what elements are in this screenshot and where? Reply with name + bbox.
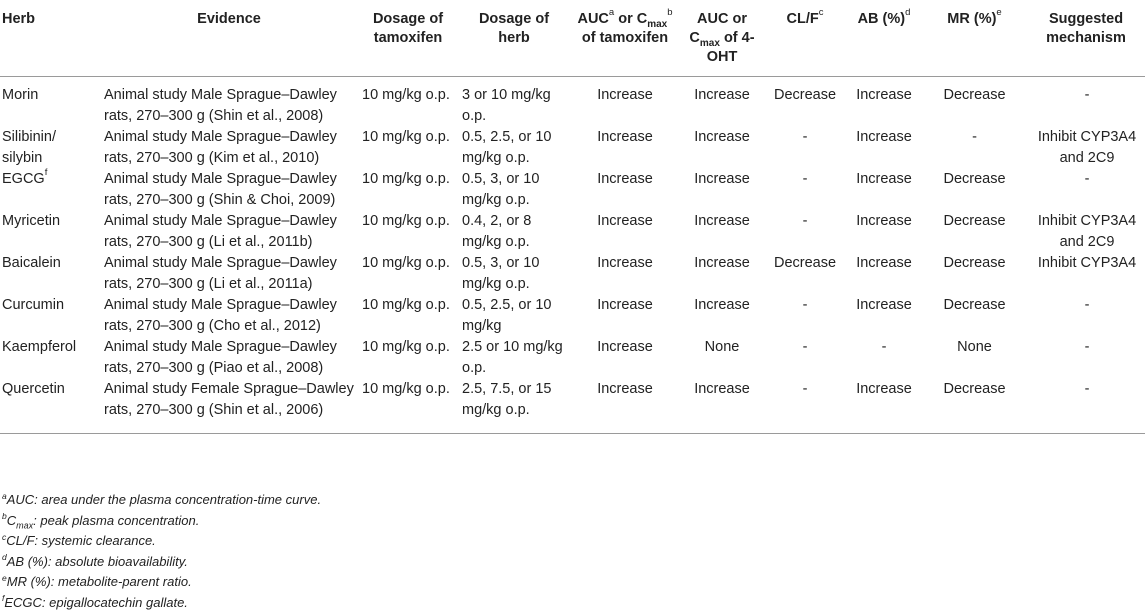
- mr-cell: -: [922, 127, 1027, 169]
- mechanism-cell: Inhibit CYP3A4: [1027, 253, 1145, 295]
- table-row: [0, 77, 1145, 128]
- mr-cell: Decrease: [922, 77, 1027, 128]
- ab-cell: Increase: [846, 127, 922, 169]
- clf-cell: -: [764, 169, 846, 211]
- auc-cell: Increase: [570, 211, 680, 253]
- auc-cell: Increase: [570, 127, 680, 169]
- footnotes: [2, 490, 321, 613]
- auc-4oht-cell: Increase: [680, 295, 764, 337]
- auc-4oht-cell: Increase: [680, 253, 764, 295]
- table-row: [0, 169, 1145, 211]
- table-row: [0, 295, 1145, 337]
- evidence-cell: Animal study Male Sprague–Dawley rats, 270–300 g (Shin et al., 2008): [100, 77, 358, 128]
- mr-cell: None: [922, 337, 1027, 379]
- ab-cell: Increase: [846, 77, 922, 128]
- header-auc-4oht: AUC or $C_{max}$ of 4-OHT: [680, 4, 764, 77]
- footnote-e: $^e$MR (%): metabolite-parent ratio.: [2, 572, 321, 593]
- herb-footnote-mark: f: [45, 167, 48, 178]
- table-row: [0, 337, 1145, 379]
- herb-cell: Silibinin/ silybin: [0, 127, 100, 169]
- dosage-herb-cell: 0.4, 2, or 8 mg/kg o.p.: [458, 211, 570, 253]
- ab-cell: -: [846, 337, 922, 379]
- clf-cell: -: [764, 337, 846, 379]
- dosage-tamoxifen-cell: 10 mg/kg o.p.: [358, 295, 458, 337]
- clf-cell: -: [764, 127, 846, 169]
- herb-cell: Kaempferol: [0, 337, 100, 379]
- ab-cell: Increase: [846, 253, 922, 295]
- herb-cell: Quercetin: [0, 379, 100, 434]
- clf-cell: Decrease: [764, 77, 846, 128]
- dosage-herb-cell: 2.5 or 10 mg/kg o.p.: [458, 337, 570, 379]
- dosage-herb-cell: 0.5, 3, or 10 mg/kg o.p.: [458, 169, 570, 211]
- header-mechanism: Suggested mechanism: [1027, 4, 1145, 77]
- table-row: [0, 127, 1145, 169]
- mechanism-cell: -: [1027, 295, 1145, 337]
- header-auc-tamoxifen: AUC$^a$ or $C_{max}^b$ of tamoxifen: [570, 4, 680, 77]
- mechanism-cell: Inhibit CYP3A4 and 2C9: [1027, 127, 1145, 169]
- header-ab: AB (%)$^d$: [846, 4, 922, 77]
- dosage-herb-cell: 0.5, 2.5, or 10 mg/kg o.p.: [458, 127, 570, 169]
- evidence-cell: Animal study Male Sprague–Dawley rats, 270–300 g (Piao et al., 2008): [100, 337, 358, 379]
- auc-cell: Increase: [570, 77, 680, 128]
- dosage-tamoxifen-cell: 10 mg/kg o.p.: [358, 169, 458, 211]
- herb-cell: Baicalein: [0, 253, 100, 295]
- header-clf: $CL/F^c$: [764, 4, 846, 77]
- auc-4oht-cell: Increase: [680, 211, 764, 253]
- footnote-d: $^d$AB (%): absolute bioavailability.: [2, 552, 321, 573]
- header-herb: Herb: [0, 4, 100, 77]
- auc-4oht-cell: Increase: [680, 379, 764, 434]
- ab-cell: Increase: [846, 169, 922, 211]
- dosage-herb-cell: 2.5, 7.5, or 15 mg/kg o.p.: [458, 379, 570, 434]
- auc-4oht-cell: None: [680, 337, 764, 379]
- evidence-cell: Animal study Male Sprague–Dawley rats, 270–300 g (Cho et al., 2012): [100, 295, 358, 337]
- evidence-cell: Animal study Female Sprague–Dawley rats, 270–300 g (Shin et al., 2006): [100, 379, 358, 434]
- ab-cell: Increase: [846, 211, 922, 253]
- evidence-cell: Animal study Male Sprague–Dawley rats, 270–300 g (Shin & Choi, 2009): [100, 169, 358, 211]
- auc-4oht-cell: Increase: [680, 77, 764, 128]
- auc-4oht-cell: Increase: [680, 169, 764, 211]
- dosage-tamoxifen-cell: 10 mg/kg o.p.: [358, 127, 458, 169]
- mr-cell: Decrease: [922, 253, 1027, 295]
- header-dosage-tamoxifen: Dosage of tamoxifen: [358, 4, 458, 77]
- clf-cell: -: [764, 211, 846, 253]
- ab-cell: Increase: [846, 379, 922, 434]
- auc-cell: Increase: [570, 337, 680, 379]
- auc-cell: Increase: [570, 379, 680, 434]
- mr-cell: Decrease: [922, 169, 1027, 211]
- mechanism-cell: -: [1027, 77, 1145, 128]
- footnote-b: $^bC_{max}$: peak plasma concentration.: [2, 511, 321, 532]
- mechanism-cell: Inhibit CYP3A4 and 2C9: [1027, 211, 1145, 253]
- dosage-tamoxifen-cell: 10 mg/kg o.p.: [358, 337, 458, 379]
- dosage-herb-cell: 0.5, 2.5, or 10 mg/kg: [458, 295, 570, 337]
- table-row: [0, 253, 1145, 295]
- table-row: [0, 211, 1145, 253]
- auc-cell: Increase: [570, 253, 680, 295]
- mechanism-cell: -: [1027, 337, 1145, 379]
- evidence-cell: Animal study Male Sprague–Dawley rats, 270–300 g (Kim et al., 2010): [100, 127, 358, 169]
- dosage-tamoxifen-cell: 10 mg/kg o.p.: [358, 253, 458, 295]
- herb-cell: Morin: [0, 77, 100, 128]
- clf-cell: -: [764, 295, 846, 337]
- auc-cell: Increase: [570, 295, 680, 337]
- header-row: [0, 4, 1145, 77]
- mr-cell: Decrease: [922, 211, 1027, 253]
- herb-cell: Myricetin: [0, 211, 100, 253]
- dosage-tamoxifen-cell: 10 mg/kg o.p.: [358, 77, 458, 128]
- dosage-tamoxifen-cell: 10 mg/kg o.p.: [358, 379, 458, 434]
- footnote-a: $^a$AUC: area under the plasma concentration-time curve.: [2, 490, 321, 511]
- herb-cell: Curcumin: [0, 295, 100, 337]
- herb-tamoxifen-table: [0, 4, 1145, 434]
- header-dosage-herb: Dosage of herb: [458, 4, 570, 77]
- clf-cell: Decrease: [764, 253, 846, 295]
- dosage-herb-cell: 0.5, 3, or 10 mg/kg o.p.: [458, 253, 570, 295]
- header-mr: MR (%)$^e$: [922, 4, 1027, 77]
- auc-4oht-cell: Increase: [680, 127, 764, 169]
- dosage-tamoxifen-cell: 10 mg/kg o.p.: [358, 211, 458, 253]
- auc-cell: Increase: [570, 169, 680, 211]
- mr-cell: Decrease: [922, 295, 1027, 337]
- evidence-cell: Animal study Male Sprague–Dawley rats, 270–300 g (Li et al., 2011a): [100, 253, 358, 295]
- mechanism-cell: -: [1027, 379, 1145, 434]
- dosage-herb-cell: 3 or 10 mg/kg o.p.: [458, 77, 570, 128]
- footnote-f: $^f$ECGC: epigallocatechin gallate.: [2, 593, 321, 613]
- ab-cell: Increase: [846, 295, 922, 337]
- mechanism-cell: -: [1027, 169, 1145, 211]
- table-row: [0, 379, 1145, 434]
- header-evidence: Evidence: [100, 4, 358, 77]
- herb-cell: EGCG$^f$: [0, 169, 100, 211]
- footnote-c: $^c$CL/F: systemic clearance.: [2, 531, 321, 552]
- mr-cell: Decrease: [922, 379, 1027, 434]
- evidence-cell: Animal study Male Sprague–Dawley rats, 270–300 g (Li et al., 2011b): [100, 211, 358, 253]
- clf-cell: -: [764, 379, 846, 434]
